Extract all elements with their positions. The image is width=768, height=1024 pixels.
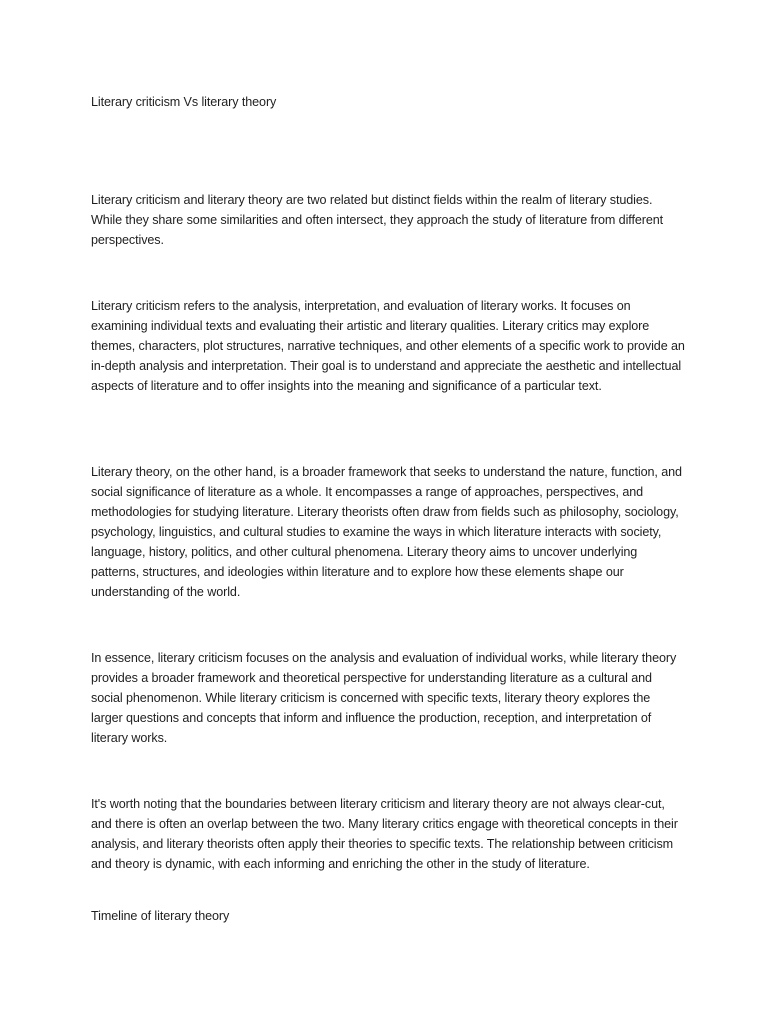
document-title: Literary criticism Vs literary theory (91, 95, 277, 109)
paragraph-intro: Literary criticism and literary theory are two related but distinct fields within the realm of literary studies. While they share some similarities and often intersect, they approach the study of literature from different perspectives. (91, 193, 664, 247)
section-heading-timeline: Timeline of literary theory (91, 909, 230, 923)
paragraph-overlap: It's worth noting that the boundaries between literary criticism and literary theory are not always clear-cut, and there is often an overlap between the two. Many literary critics engage with theoretical concepts in their analysis, and literary theorists often apply their theories to specific texts. The relationship between criticism and theory is dynamic, with each informing and enriching the other in the study of literature. (91, 797, 678, 871)
paragraph-literary-theory: Literary theory, on the other hand, is a broader framework that seeks to understand the nature, function, and social significance of literature as a whole. It encompasses a range of approaches, perspectives, and methodologies for studying literature. Literary theorists often draw from fields such as philosophy, sociology, psychology, linguistics, and cultural studies to examine the ways in which literature interacts with society, language, history, politics, and other cultural phenomena. Literary theory aims to uncover underlying patterns, structures, and ideologies within literature and to explore how these elements shape our understanding of the world. (91, 465, 682, 599)
paragraph-literary-criticism: Literary criticism refers to the analysis, interpretation, and evaluation of literary works. It focuses on examining individual texts and evaluating their artistic and literary qualities. Literary critics may explore themes, characters, plot structures, narrative techniques, and other elements of a specific work to provide an in-depth analysis and interpretation. Their goal is to understand and appreciate the aesthetic and intellectual aspects of literature and to offer insights into the meaning and significance of a particular text. (91, 299, 685, 393)
paragraph-in-essence: In essence, literary criticism focuses on the analysis and evaluation of individual works, while literary theory provides a broader framework and theoretical perspective for understanding literature as a cultural and social phenomenon. While literary criticism is concerned with specific texts, literary theory explores the larger questions and concepts that inform and influence the production, reception, and interpretation of literary works. (91, 651, 677, 745)
